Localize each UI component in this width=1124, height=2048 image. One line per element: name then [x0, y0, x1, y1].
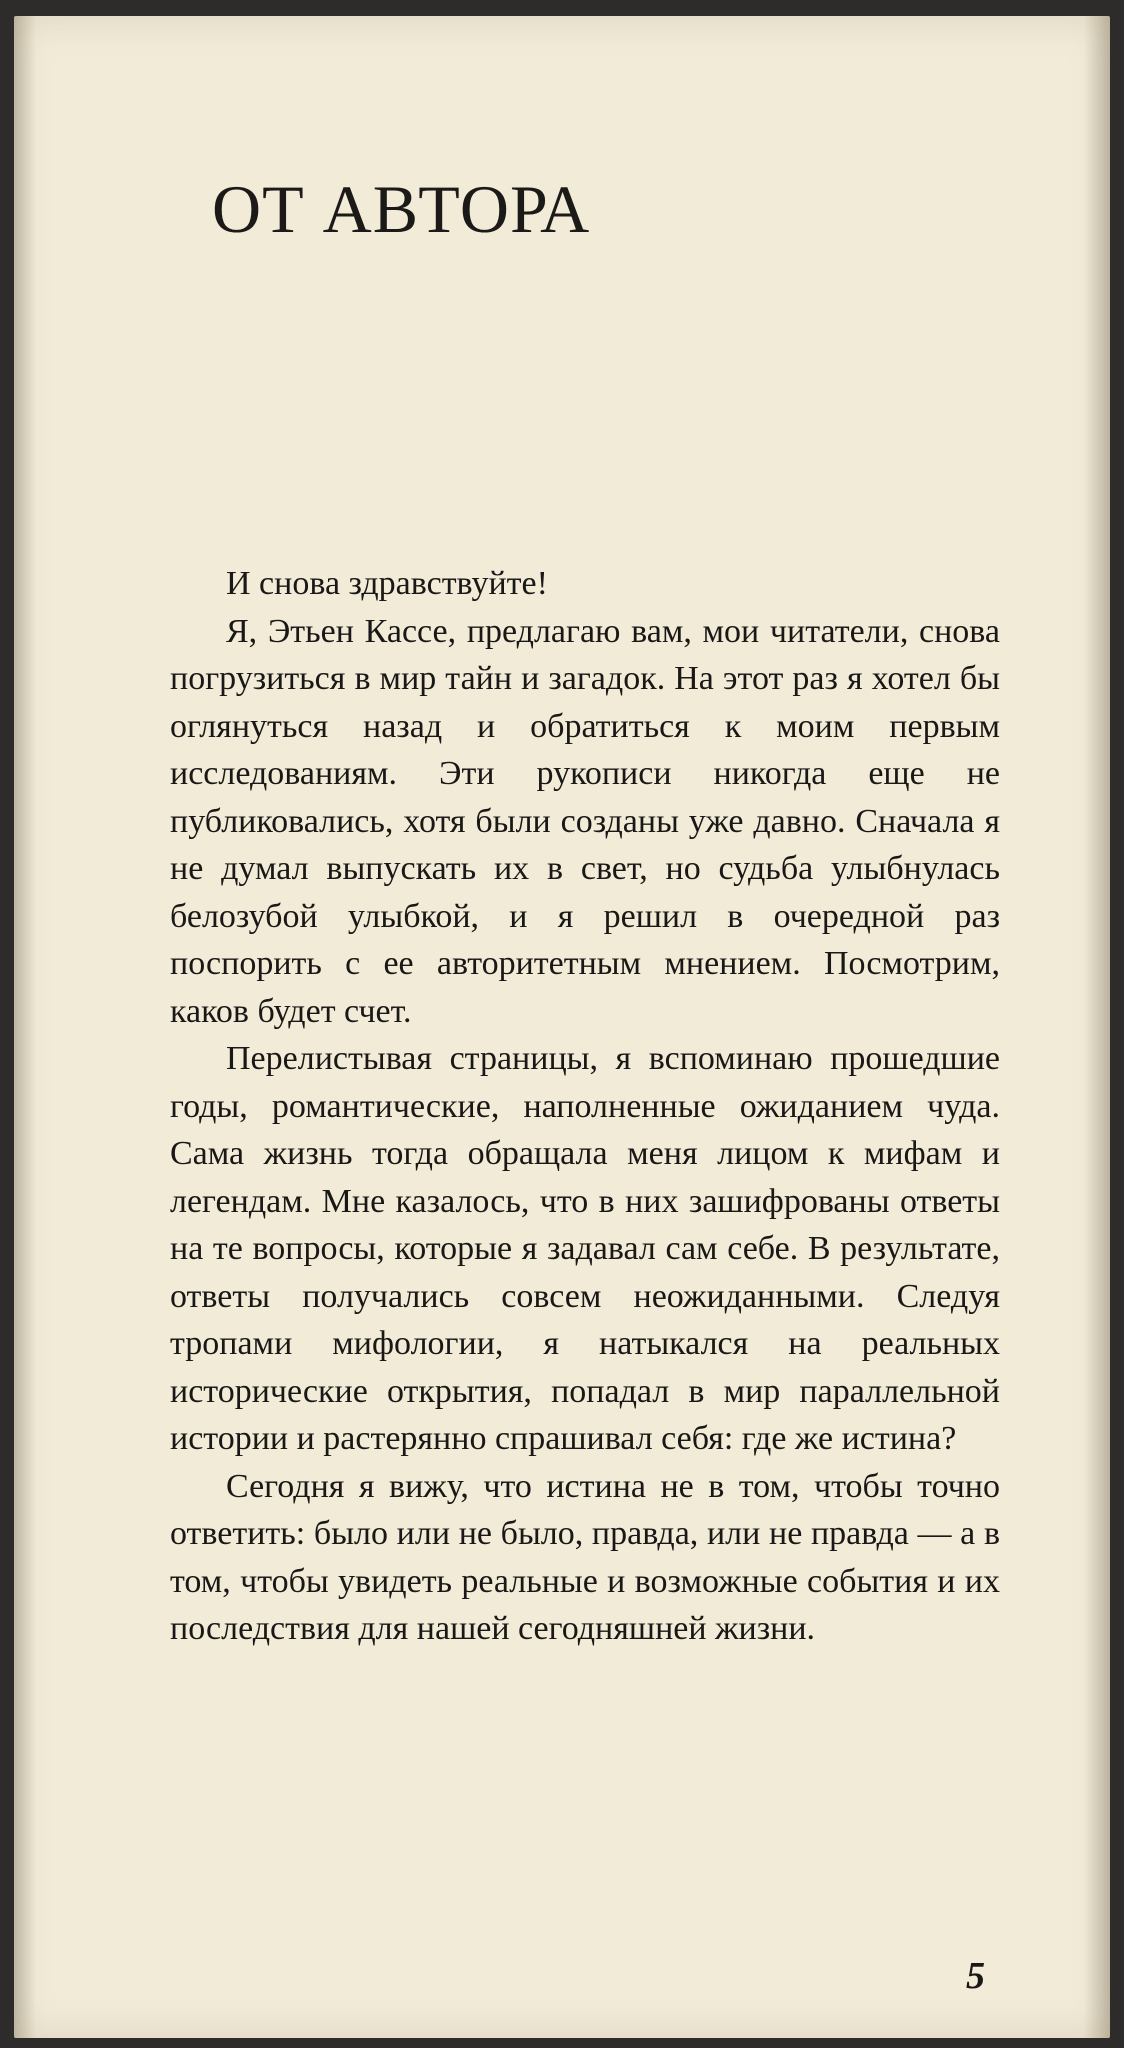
book-page [14, 16, 1110, 2038]
page-number: 5 [966, 1955, 985, 1997]
paragraph-conclusion: Сегодня я вижу, что истина не в том, чтобы точно ответить: было или не было, правда, или не правда — а в том, чтобы увидеть реальные и возможные события и их последствия для нашей сегодняшней жизни. [170, 1467, 1000, 1647]
chapter-heading: ОТ АВТОРА [212, 171, 591, 247]
body-text [170, 560, 1000, 1653]
paragraph-greeting: И снова здравствуйте! [226, 565, 548, 602]
paragraph-memories: Перелистывая страницы, я вспоминаю прошедшие годы, романтические, наполненные ожиданием чуда. Сама жизнь тогда обращала меня лицом к мифам и легендам. Мне казалось, что в них зашифрованы ответы на те вопросы, которые я задавал сам себе. В результате, ответы получались совсем неожиданными. Следуя тропами мифологии, я натыкался на реальных исторические открытия, попадал в мир параллельной истории и растерянно спрашивал себя: где же истина? [170, 1040, 1000, 1457]
paragraph-intro: Я, Этьен Кассе, предлагаю вам, мои читатели, снова погрузиться в мир тайн и загадок. На этот раз я хотел бы оглянуться назад и обратиться к моим первым исследованиям. Эти рукописи никогда еще не публиковались, хотя были созданы уже давно. Сначала я не думал выпускать их в свет, но судьба улыбнулась белозубой улыбкой, и я решил в очередной раз поспорить с ее авторитетным мнением. Посмотрим, каков будет счет. [170, 612, 1000, 1030]
